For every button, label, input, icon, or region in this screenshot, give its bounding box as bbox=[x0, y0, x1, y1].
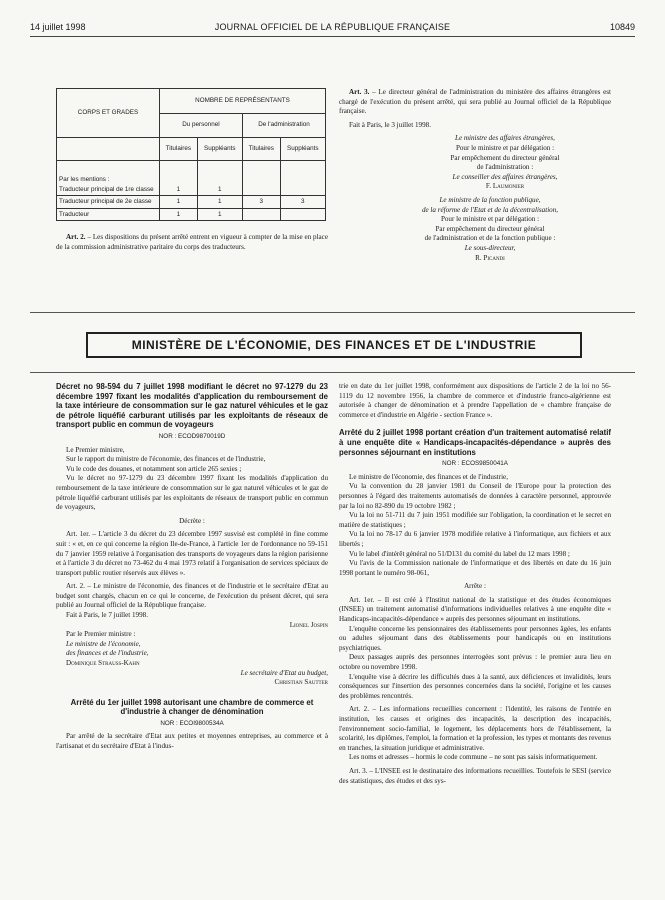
signatory-name: R. Picandi bbox=[475, 253, 505, 262]
arrete-2-article-3: Art. 3. – L'INSEE est le destinataire des informations recueillies. Toutefois le SESI (service des statistiques, des études et des sys- bbox=[339, 766, 611, 785]
decree-decrete: Décrète : bbox=[179, 516, 205, 525]
arrete-2-title: Arrêté du 2 juillet 1998 portant création d'un traitement automatisé relatif à une enquête dite « Handicaps-incapacités-dépendance » auprès des personnes séjournant en institutions bbox=[339, 428, 611, 457]
right-top-column bbox=[339, 88, 611, 263]
arrete-2-article-1: Art. 1er. – Il est créé à l'Institut national de la statistique et des études économiques (INSEE) un traitement automatisé d'informations individuelles relatives à une enquête dite « Handicaps-incapacités-dépendance » auprès des personnes séjournant en institutions. bbox=[339, 595, 611, 624]
table-cell: 1 bbox=[160, 161, 198, 196]
signature-line: Par le Premier ministre : bbox=[66, 630, 136, 639]
table-cell: 1 bbox=[160, 196, 198, 209]
table-group-personnel: Du personnel bbox=[160, 113, 243, 138]
decree-fait-line: Fait à Paris, le 7 juillet 1998. bbox=[66, 611, 148, 620]
table-row-label: Traducteur bbox=[57, 208, 160, 221]
table-subheader: Suppléants bbox=[197, 138, 242, 161]
fait-line: Fait à Paris, le 3 juillet 1998. bbox=[349, 120, 431, 129]
signatory-name: Lionel Jospin bbox=[289, 620, 328, 629]
page-header bbox=[30, 22, 635, 37]
arrete-1-title: Arrêté du 1er juillet 1998 autorisant une chambre de commerce et d'industrie à changer de dénomination bbox=[70, 697, 314, 717]
left-top-column bbox=[56, 88, 328, 253]
signature-line: de l'administration et de la fonction publique : bbox=[424, 234, 556, 243]
ministry-banner: MINISTÈRE DE L'ÉCONOMIE, DES FINANCES ET DE L'INDUSTRIE bbox=[86, 332, 582, 358]
arrete-2-paragraph: L'enquête concerne les pensionnaires des établissements pour personnes âgées, les enfants ou adultes séjournant dans des établissements pour handicapés ou en institutions psychiatriques. bbox=[339, 624, 611, 652]
arrete-2-paragraph: Les noms et adresses – hormis le code commune – ne sont pas saisis informatiquement. bbox=[349, 753, 598, 762]
section-divider bbox=[30, 372, 635, 373]
decree-column bbox=[56, 382, 328, 751]
header-page-number: 10849 bbox=[609, 22, 635, 32]
decree-paragraph: Sur le rapport du ministre de l'économie, des finances et de l'industrie, bbox=[66, 455, 266, 464]
arrete-1-paragraph: Par arrêté de la secrétaire d'Etat aux petites et moyennes entreprises, au commerce et à l'artisanat et du secrétaire d'Etat à l'indus- bbox=[56, 732, 328, 750]
table-row bbox=[57, 196, 326, 209]
arrete-2-paragraph: Le ministre de l'économie, des finances et de l'industrie, bbox=[349, 472, 508, 481]
signature-line: Pour le ministre et par délégation : bbox=[455, 143, 555, 152]
signature-line: Le ministre de l'économie, bbox=[66, 639, 141, 648]
arrete-2-paragraph: Vu la loi no 78-17 du 6 janvier 1978 modifiée relative à l'informatique, aux fichiers et aux libertés ; bbox=[339, 530, 611, 548]
arrete-2-paragraph: Vu le label d'intérêt général no 51/D131 du comité du label du 12 mars 1998 ; bbox=[349, 549, 570, 558]
table-cell: 3 bbox=[280, 196, 325, 209]
table-row-label: Traducteur principal de 1re classe bbox=[59, 185, 154, 193]
signature-line: Par empêchement du directeur général bbox=[450, 153, 560, 162]
arrete-2-paragraph: Deux passages auprès des personnes interrogées sont prévus : le premier aura lieu en octobre ou novembre 1998. bbox=[339, 653, 611, 672]
article-text: – Le directeur général de l'administration du ministère des affaires étrangères est chargé de l'exécution du présent arrêté, qui sera publié au Journal officiel de la République française. bbox=[339, 88, 611, 116]
signatory-name: Christian Sautter bbox=[274, 678, 328, 687]
header-date: 14 juillet 1998 bbox=[30, 22, 86, 32]
table-cell: 1 bbox=[197, 196, 242, 209]
article-label: Art. 2. bbox=[66, 233, 86, 242]
table-subheader: Titulaires bbox=[160, 138, 198, 161]
table-group-administration: De l'administration bbox=[242, 113, 325, 138]
table-subheader: Suppléants bbox=[280, 138, 325, 161]
table-cell bbox=[280, 208, 325, 221]
table-mentions-label: Par les mentions : bbox=[59, 176, 110, 183]
table-row-label: Traducteur principal de 2e classe bbox=[57, 196, 160, 209]
arrete-1-continuation: trie en date du 1er juillet 1998, conformément aux dispositions de l'article 2 de la loi no 56-1119 du 12 novembre 1956, la chambre de commerce et d'industrie franco-algérienne est autorisée à changer de dénomination et à prendre l'appellation de « chambre française de commerce et d'industrie en Algérie - section France ». bbox=[339, 382, 611, 419]
article-3-paragraph bbox=[339, 88, 611, 117]
table-header-nombre: NOMBRE DE REPRÉSENTANTS bbox=[160, 89, 326, 114]
decree-paragraph: Le Premier ministre, bbox=[66, 445, 125, 454]
representatives-table bbox=[56, 88, 326, 221]
signatory-name: F. Laumonier bbox=[485, 182, 525, 191]
arrete-2-nor: NOR : ECOS9850041A bbox=[442, 460, 508, 468]
signature-block bbox=[339, 134, 611, 263]
article-label: Art. 3. bbox=[349, 88, 370, 96]
decree-paragraph: Vu le décret no 97-1279 du 23 décembre 1997 fixant les modalités d'application du remboursement de la taxe intérieure de consommation sur le gaz naturel véhicules et le gaz de pétrole liquéfié carburant utilisés par les exploitants de réseaux de transport public en commun de voyageurs, bbox=[56, 474, 328, 512]
arrete-2-paragraph: L'enquête vise à décrire les difficultés dues à la santé, aux déficiences et invalidités, leurs conséquences sur l'insertion des personnes concernées dans la société, l'origine et les causes des problèmes rencontrés. bbox=[339, 672, 611, 700]
section-divider bbox=[30, 312, 635, 313]
arrete-column bbox=[339, 382, 611, 786]
arrete-2-paragraph: Vu la loi no 51-711 du 7 juin 1951 modifiée sur l'obligation, la coordination et le secret en matière de statistiques ; bbox=[339, 511, 611, 529]
table-cell bbox=[280, 161, 325, 196]
signature-line: de l'administration : bbox=[476, 163, 534, 172]
decree-article-1: Art. 1er. – L'article 3 du décret du 23 décembre 1997 susvisé est complété in fine comme suit : « et, en ce qui concerne la région Ile-de-France, à l'article 1er de l'ordonnance no 59-151 du 7 janvier 1959 relative à l'organisation des transports de voyageurs dans la région parisienne et à l'article 3 du décret no 73-462 du 4 mai 1973 relatif à l'organisation de services spéciaux de transport public routier réservés aux élèves ». bbox=[56, 530, 328, 577]
signature-line: Le ministre des affaires étrangères, bbox=[455, 134, 555, 143]
table-cell: 1 bbox=[197, 208, 242, 221]
table-cell: 1 bbox=[197, 161, 242, 196]
signature-line: Par empêchement du directeur général bbox=[435, 224, 545, 233]
table-row bbox=[57, 161, 326, 196]
arrete-2-article-2: Art. 2. – Les informations recueillies concernent : l'identité, les raisons de l'entrée en institution, les causes et origines des incapacités, la description des incapacités, l'environnement socio-familial, le logement, les déplacements hors de l'établissement, la scolarité, les diplômes, l'emploi, la formation et la profession, les types et montants des revenus en tranches, la situation juridique et administrative. bbox=[339, 705, 611, 752]
table-cell: 1 bbox=[160, 208, 198, 221]
table-header-corps: CORPS ET GRADES bbox=[57, 89, 160, 138]
decree-title: Décret no 98-594 du 7 juillet 1998 modifiant le décret no 97-1279 du 23 décembre 1997 fixant les modalités d'application du remboursement de la taxe intérieure de consommation sur le gaz naturel véhicules et le gaz de pétrole liquéfié carburant utilisés par les exploitants de réseaux de transport public en commun de voyageurs bbox=[56, 382, 328, 430]
signature-line: des finances et de l'industrie, bbox=[66, 649, 149, 658]
table-cell bbox=[242, 161, 280, 196]
arrete-2-arrete: Arrête : bbox=[464, 582, 486, 591]
table-cell: 3 bbox=[242, 196, 280, 209]
decree-article-2: Art. 2. – Le ministre de l'économie, des finances et de l'industrie et le secrétaire d'Etat au budget sont chargés, chacun en ce qui le concerne, de l'exécution du présent décret, qui sera publié au Journal officiel de la République française. bbox=[56, 582, 328, 610]
signature-line: Le secrétaire d'Etat au budget, bbox=[240, 668, 328, 677]
signature-line: Le conseiller des affaires étrangères, bbox=[452, 172, 558, 181]
signature-line: Pour le ministre et par délégation : bbox=[440, 215, 540, 224]
arrete-1-nor: NOR : ECOI9800534A bbox=[160, 719, 224, 727]
arrete-2-paragraph: Vu la convention du 28 janvier 1981 du Conseil de l'Europe pour la protection des personnes à l'égard des traitements automatisés de données à caractère personnel, approuvée par la loi no 82-890 du 19 octobre 1982 ; bbox=[339, 482, 611, 510]
signature-line: Le sous-directeur, bbox=[464, 243, 516, 252]
decree-paragraph: Vu le code des douanes, et notamment son article 265 sexies ; bbox=[66, 464, 242, 473]
arrete-2-paragraph: Vu l'avis de la Commission nationale de l'informatique et des libertés en date du 16 juin 1998 portant le numéro 98-061, bbox=[339, 559, 611, 577]
table-row bbox=[57, 208, 326, 221]
article-text: – Les dispositions du présent arrêté entrent en vigueur à compter de la mise en place de la commission administrative paritaire du corps des traducteurs. bbox=[56, 233, 328, 251]
decree-nor: NOR : ECOD9870019D bbox=[158, 432, 226, 440]
signature-line: Le ministre de la fonction publique, bbox=[439, 195, 541, 204]
table-subheader-blank bbox=[57, 138, 160, 161]
article-2-paragraph bbox=[56, 233, 328, 252]
signatory-name: Dominique Strauss-Kahn bbox=[66, 659, 140, 668]
header-journal-title: JOURNAL OFFICIEL DE LA RÉPUBLIQUE FRANÇAISE bbox=[214, 22, 451, 32]
table-subheader: Titulaires bbox=[242, 138, 280, 161]
table-cell bbox=[242, 208, 280, 221]
signature-line: de la réforme de l'Etat et de la décentralisation, bbox=[421, 205, 559, 214]
